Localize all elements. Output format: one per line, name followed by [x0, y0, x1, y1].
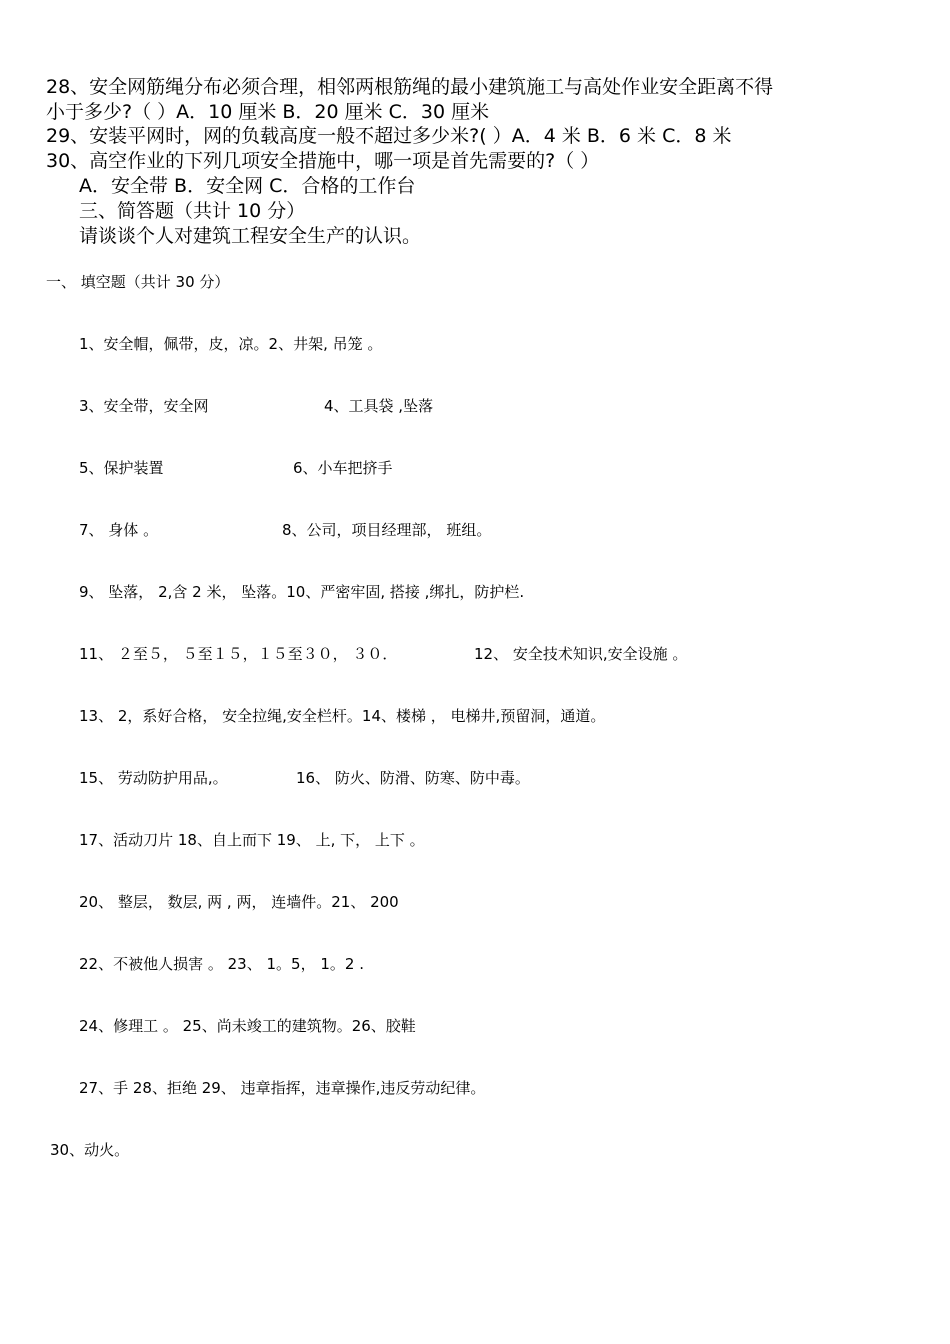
answer-row-3-right: 6、小车把挤手: [293, 459, 393, 477]
answer-row-8-right: 16、 防火、防滑、防寒、防中毒。: [296, 769, 530, 787]
answer-row-2-left: 3、安全带，安全网: [79, 397, 209, 415]
answer-row-5: 9、 坠落， 2,含 2 米， 坠落。10、严密牢固, 搭接 ,绑扎，防护栏.: [79, 583, 525, 601]
answer-final: 30、动火。: [50, 1141, 130, 1159]
answer-row-6-right: 12、 安全技术知识,安全设施 。: [474, 645, 688, 663]
question-29: 29、安装平网时，网的负载高度一般不超过多少米?( ）A．4 米 B．6 米 C．8 米: [46, 125, 732, 147]
answer-row-4-right: 8、公司，项目经理部， 班组。: [282, 521, 492, 539]
answer-row-4-left: 7、 身体 。: [79, 521, 159, 539]
answer-row-9: 17、活动刀片 18、自上而下 19、 上, 下， 上下 。: [79, 831, 425, 849]
answer-row-3-left: 5、保护装置: [79, 459, 164, 477]
question-28-line-1: 28、安全网筋绳分布必须合理，相邻两根筋绳的最小建筑施工与高处作业安全距离不得: [46, 76, 774, 98]
question-28-line-2: 小于多少?（ ）A．10 厘米 B．20 厘米 C．30 厘米: [46, 101, 490, 123]
answer-row-10: 20、 整层， 数层, 两 , 两， 连墙件。21、 200: [79, 893, 399, 911]
answer-row-12: 24、修理工 。 25、尚未竣工的建筑物。26、胶鞋: [79, 1017, 416, 1035]
question-30: 30、高空作业的下列几项安全措施中，哪一项是首先需要的?（ ）: [46, 150, 600, 172]
answer-row-2-right: 4、工具袋 ,坠落: [324, 397, 434, 415]
answers-section-title: 一、 填空题（共计 30 分）: [46, 273, 230, 291]
question-30-options: A．安全带 B．安全网 C．合格的工作台: [79, 175, 416, 197]
answer-row-6-left: 11、 ２至５， ５至１５，１５至３０， ３０．: [79, 645, 398, 663]
answer-row-8-left: 15、 劳动防护用品,。: [79, 769, 228, 787]
answer-row-7: 13、 2，系好合格， 安全拉绳,安全栏杆。14、楼梯 ， 电梯井,预留洞，通道。: [79, 707, 606, 725]
answer-row-11: 22、不被他人损害 。 23、 1。5， 1。2 .: [79, 955, 364, 973]
answer-row-13: 27、手 28、拒绝 29、 违章指挥，违章操作,违反劳动纪律。: [79, 1079, 486, 1097]
answer-row-1: 1、安全帽，佩带，皮，凉。2、井架, 吊笼 。: [79, 335, 383, 353]
section-3-title: 三、简答题（共计 10 分）: [79, 200, 306, 222]
essay-prompt: 请谈谈个人对建筑工程安全生产的认识。: [79, 225, 422, 247]
